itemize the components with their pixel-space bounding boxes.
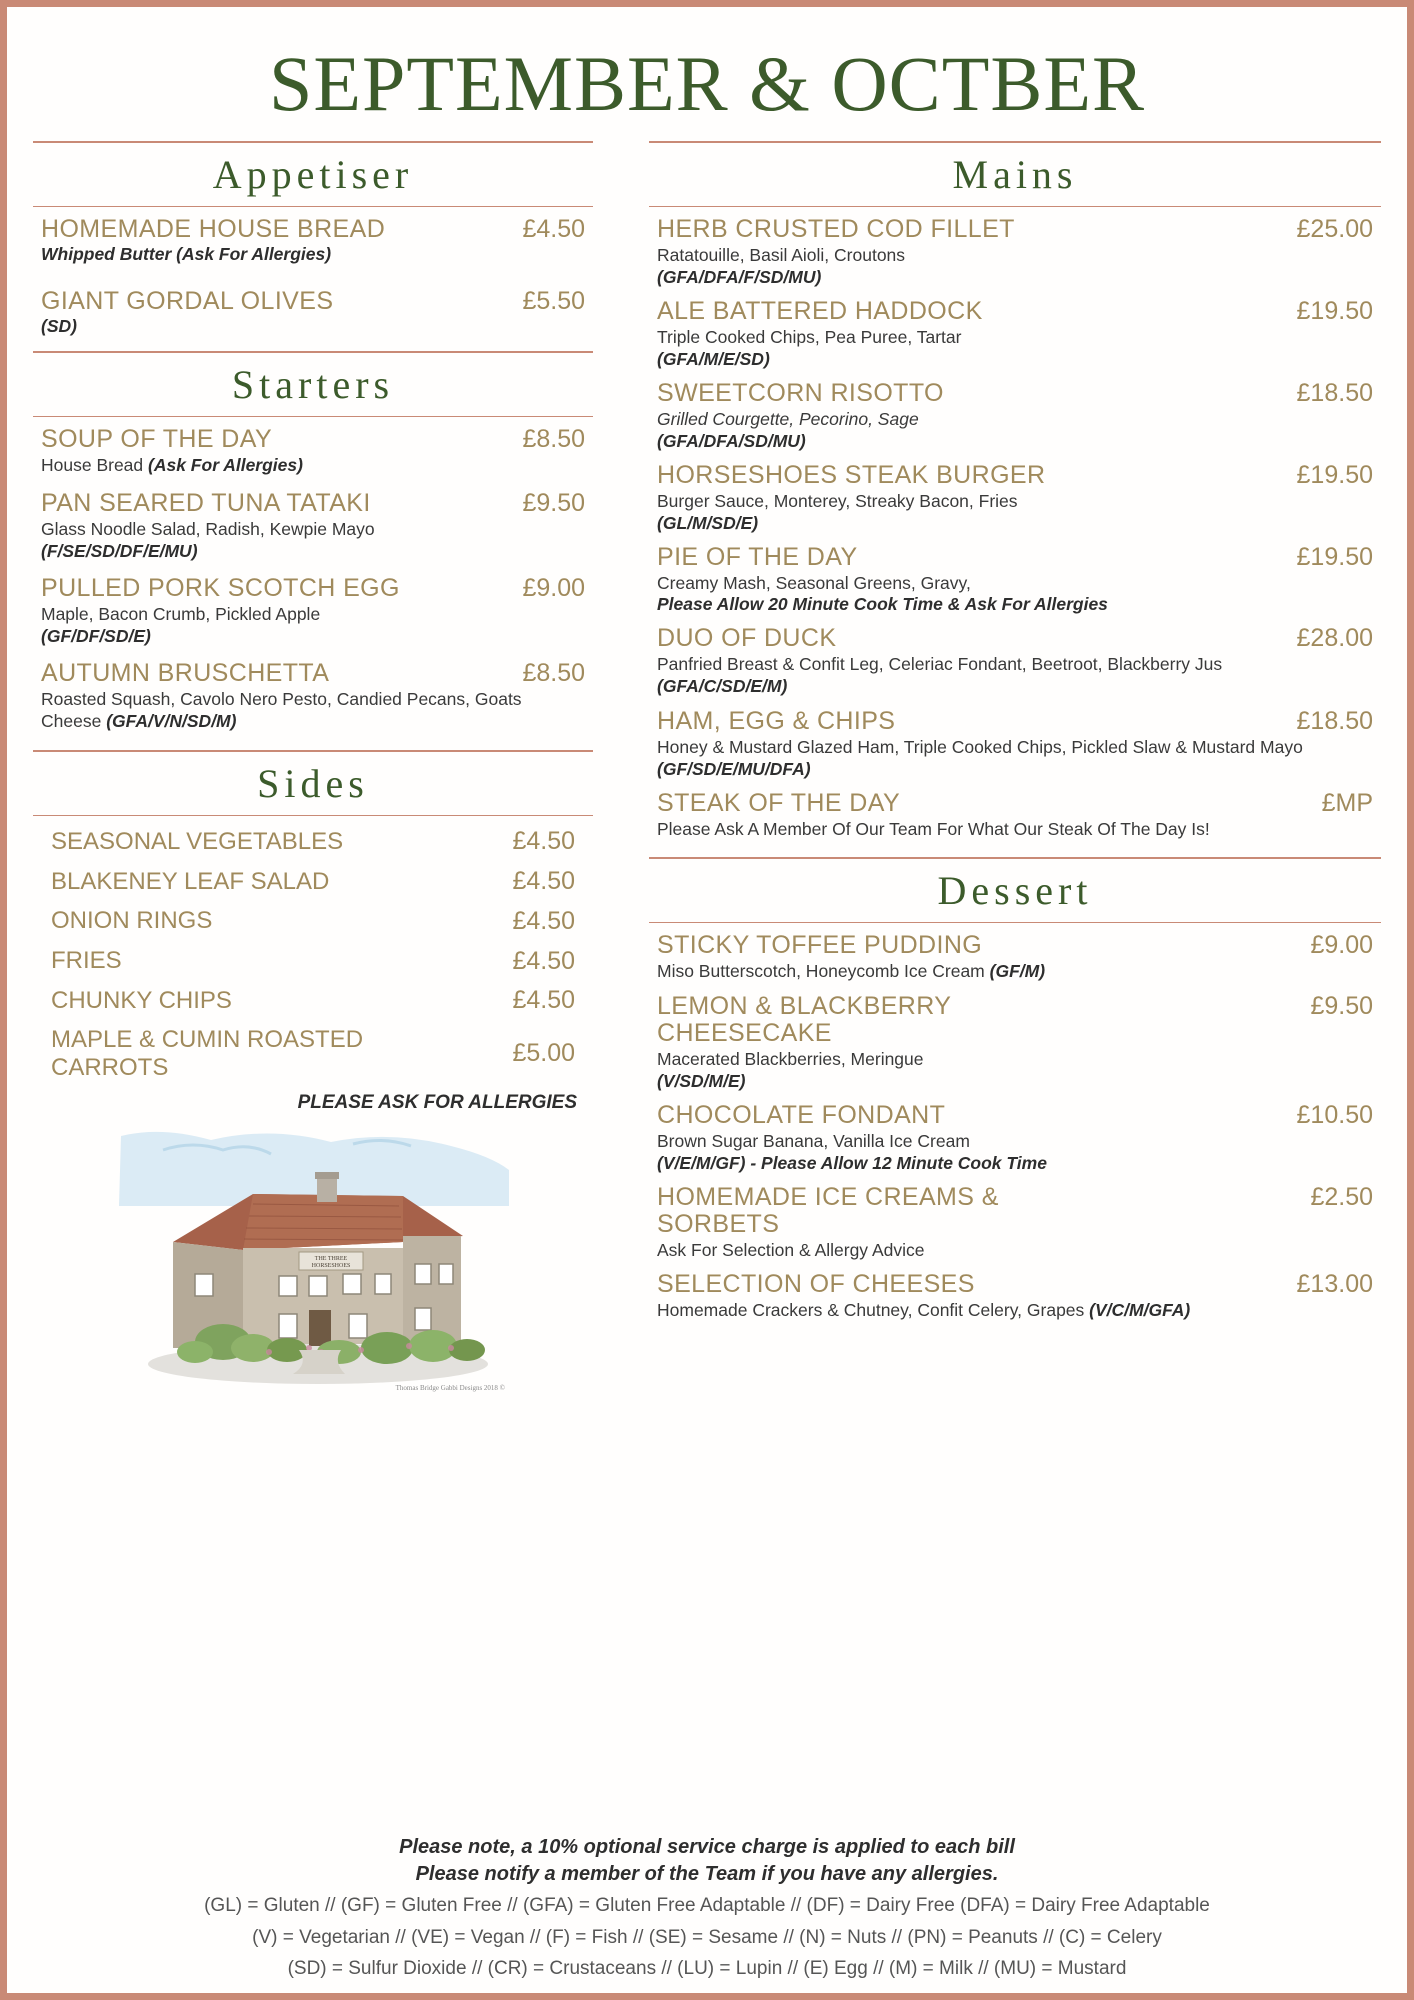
item-description: Ratatouille, Basil Aioli, Croutons xyxy=(657,245,906,265)
item-allergens: (GF/SD/E/MU/DFA) xyxy=(657,759,811,779)
menu-item xyxy=(657,297,1373,370)
item-price: £5.00 xyxy=(512,1039,575,1068)
item-allergens: (GF/DF/SD/E) xyxy=(41,625,151,646)
item-price: £8.50 xyxy=(522,425,585,453)
item-description: Creamy Mash, Seasonal Greens, Gravy, xyxy=(657,572,971,593)
item-name: HOMEMADE ICE CREAMS & SORBETS xyxy=(657,1182,999,1238)
item-price: £4.50 xyxy=(512,906,575,935)
divider xyxy=(33,206,593,207)
sides-footnote: PLEASE ASK FOR ALLERGIES xyxy=(297,1092,577,1114)
menu-item xyxy=(51,907,575,936)
item-name: AUTUMN BRUSCHETTA xyxy=(41,658,330,687)
item-price: £2.50 xyxy=(1310,1182,1373,1211)
allergen-key-line-2: (V) = Vegetarian // (VE) = Vegan // (F) = Fish // (SE) = Sesame // (N) = Nuts // (PN) = Peanuts // (C) = Celery xyxy=(252,1926,1162,1948)
divider xyxy=(33,351,593,353)
item-name: BLAKENEY LEAF SALAD xyxy=(51,867,330,895)
right-column xyxy=(649,133,1381,1331)
item-name: PAN SEARED TUNA TATAKI xyxy=(41,488,371,517)
item-price: £5.50 xyxy=(522,287,585,315)
item-name: PULLED PORK SCOTCH EGG xyxy=(41,573,400,602)
item-name: ONION RINGS xyxy=(51,907,213,935)
item-name: FRIES xyxy=(51,947,122,975)
item-price: £19.50 xyxy=(1296,542,1373,571)
footer xyxy=(7,1834,1407,1983)
item-name: CHOCOLATE FONDANT xyxy=(657,1100,946,1129)
item-description: Ask For Selection & Allergy Advice xyxy=(657,1239,925,1260)
menu-item xyxy=(657,461,1373,534)
item-price: £4.50 xyxy=(512,827,575,856)
item-description: Brown Sugar Banana, Vanilla Ice Cream xyxy=(657,1130,970,1151)
item-description: Miso Butterscotch, Honeycomb Ice Cream (GF/M) xyxy=(657,960,1046,981)
menu-item xyxy=(657,992,1373,1092)
menu-item xyxy=(657,379,1373,452)
menu-item xyxy=(657,215,1373,288)
item-price: £10.50 xyxy=(1296,1100,1373,1129)
item-description: Whipped Butter (Ask For Allergies) xyxy=(41,244,332,264)
item-name: LEMON & BLACKBERRY CHEESECAKE xyxy=(657,991,951,1048)
item-name: CHUNKY CHIPS xyxy=(51,986,232,1014)
allergen-key-line-3: (SD) = Sulfur Dioxide // (CR) = Crustaceans // (LU) = Lupin // (E) Egg // (M) = Milk // (MU) = Mustard xyxy=(287,1958,1127,1980)
item-price: £28.00 xyxy=(1296,624,1373,653)
menu-item xyxy=(51,827,575,856)
menu-item xyxy=(657,1101,1373,1174)
menu-item xyxy=(657,543,1373,616)
item-description: Maple, Bacon Crumb, Pickled Apple xyxy=(41,603,321,624)
item-price: £4.50 xyxy=(512,986,575,1015)
item-allergens: (GFA/DFA/SD/MU) xyxy=(657,430,806,451)
item-name: HERB CRUSTED COD FILLET xyxy=(657,215,1015,243)
item-description: Homemade Crackers & Chutney, Confit Celery, Grapes (V/C/M/GFA) xyxy=(657,1300,1191,1321)
item-price: £25.00 xyxy=(1296,215,1373,243)
item-price: £4.50 xyxy=(512,946,575,975)
svg-text:HORSESHOES: HORSESHOES xyxy=(311,1263,351,1270)
allergen-key-line-1: (GL) = Gluten // (GF) = Gluten Free // (GFA) = Gluten Free Adaptable // (DF) = Dairy Free (DFA) = Dairy Free Adaptable xyxy=(204,1895,1210,1917)
divider xyxy=(33,416,593,417)
divider xyxy=(649,922,1381,923)
item-description: Panfried Breast & Confit Leg, Celeriac Fondant, Beetroot, Blackberry Jus (GFA/C/SD/E/M) xyxy=(657,654,1223,697)
item-price: £13.00 xyxy=(1296,1270,1373,1299)
item-name: SOUP OF THE DAY xyxy=(41,425,273,453)
starters-items xyxy=(33,425,593,732)
item-price: £18.50 xyxy=(1296,707,1373,736)
item-price: £9.00 xyxy=(522,573,585,602)
item-name: HOMEMADE HOUSE BREAD xyxy=(41,215,386,243)
section-heading-starters: Starters xyxy=(231,362,395,407)
item-price: £19.50 xyxy=(1296,296,1373,325)
item-name: SEASONAL VEGETABLES xyxy=(51,827,344,855)
item-price: £9.50 xyxy=(1310,991,1373,1020)
item-description: Burger Sauce, Monterey, Streaky Bacon, Fries xyxy=(657,490,1018,511)
divider xyxy=(33,750,593,752)
section-heading-appetiser: Appetiser xyxy=(212,152,414,197)
menu-item xyxy=(41,215,585,265)
divider xyxy=(649,141,1381,143)
item-allergens: (GFA/DFA/F/SD/MU) xyxy=(657,266,822,287)
item-description: Macerated Blackberries, Meringue xyxy=(657,1048,924,1069)
item-description: House Bread (Ask For Allergies) xyxy=(41,455,303,475)
item-price: £9.50 xyxy=(522,488,585,517)
item-allergens: (F/SE/SD/DF/E/MU) xyxy=(41,540,198,561)
item-name: SELECTION OF CHEESES xyxy=(657,1270,975,1299)
item-description: Roasted Squash, Cavolo Nero Pesto, Candied Pecans, Goats Cheese (GFA/V/N/SD/M) xyxy=(41,688,522,731)
item-description: Honey & Mustard Glazed Ham, Triple Cooked Chips, Pickled Slaw & Mustard Mayo xyxy=(657,737,1303,758)
item-allergens: (V/SD/M/E) xyxy=(657,1070,746,1091)
item-allergens: (V/E/M/GF) - Please Allow 12 Minute Cook Time xyxy=(657,1152,1047,1173)
item-name: DUO OF DUCK xyxy=(657,624,837,653)
allergy-note: Please notify a member of the Team if you have any allergies. xyxy=(415,1863,999,1886)
mains-items xyxy=(649,215,1381,841)
section-heading-dessert: Dessert xyxy=(937,867,1093,913)
item-description: Triple Cooked Chips, Pea Puree, Tartar xyxy=(657,326,962,347)
item-allergens: (GL/M/SD/E) xyxy=(657,512,759,533)
menu-item xyxy=(41,489,585,562)
divider xyxy=(649,857,1381,859)
item-price: £4.50 xyxy=(522,215,585,243)
divider xyxy=(649,206,1381,207)
menu-item xyxy=(51,1026,575,1081)
menu-item xyxy=(657,624,1373,698)
appetiser-items xyxy=(33,215,593,337)
menu-item xyxy=(657,1270,1373,1322)
menu-item xyxy=(657,931,1373,983)
pub-illustration xyxy=(103,1124,523,1394)
menu-columns xyxy=(33,133,1381,1394)
item-description: (SD) xyxy=(41,316,77,336)
svg-text:THE THREE: THE THREE xyxy=(314,1256,348,1263)
item-name: STICKY TOFFEE PUDDING xyxy=(657,930,983,959)
sides-items xyxy=(33,827,593,1081)
item-description: Please Ask A Member Of Our Team For What Our Steak Of The Day Is! xyxy=(657,819,1210,839)
item-name: PIE OF THE DAY xyxy=(657,542,858,571)
item-allergens: (GFA/M/E/SD) xyxy=(657,348,770,369)
item-name: MAPLE & CUMIN ROASTED CARROTS xyxy=(51,1026,364,1081)
item-price: £18.50 xyxy=(1296,378,1373,407)
service-charge-note: Please note, a 10% optional service charge is applied to each bill xyxy=(399,1836,1015,1859)
item-description: Grilled Courgette, Pecorino, Sage xyxy=(657,408,919,429)
menu-item xyxy=(51,947,575,976)
item-name: HAM, EGG & CHIPS xyxy=(657,707,896,736)
section-heading-mains: Mains xyxy=(952,152,1078,197)
item-name: STEAK OF THE DAY xyxy=(657,789,901,817)
menu-item xyxy=(657,789,1373,841)
item-description: Glass Noodle Salad, Radish, Kewpie Mayo xyxy=(41,518,375,539)
item-name: ALE BATTERED HADDOCK xyxy=(657,296,983,325)
menu-item xyxy=(41,287,585,337)
item-name: HORSESHOES STEAK BURGER xyxy=(657,460,1046,489)
menu-item xyxy=(657,707,1373,780)
page-title: SEPTEMBER & OCTBER xyxy=(268,40,1146,127)
item-price: £19.50 xyxy=(1296,460,1373,489)
menu-item xyxy=(51,986,575,1015)
left-column xyxy=(33,133,593,1394)
item-price: £4.50 xyxy=(512,867,575,896)
item-name: GIANT GORDAL OLIVES xyxy=(41,287,334,315)
menu-item xyxy=(657,1183,1373,1262)
divider xyxy=(33,141,593,143)
item-note: Please Allow 20 Minute Cook Time & Ask For Allergies xyxy=(657,594,1108,615)
section-heading-sides: Sides xyxy=(257,761,369,807)
menu-item xyxy=(51,867,575,896)
item-price: £MP xyxy=(1321,789,1373,817)
item-name: SWEETCORN RISOTTO xyxy=(657,378,944,407)
illustration-credit: Thomas Bridge Gabbi Designs 2018 © xyxy=(395,1384,505,1393)
dessert-items xyxy=(649,931,1381,1322)
divider xyxy=(33,815,593,816)
item-price: £8.50 xyxy=(522,658,585,687)
menu-item xyxy=(41,574,585,647)
item-price: £9.00 xyxy=(1310,930,1373,959)
menu-item xyxy=(41,659,585,733)
menu-item xyxy=(41,425,585,477)
